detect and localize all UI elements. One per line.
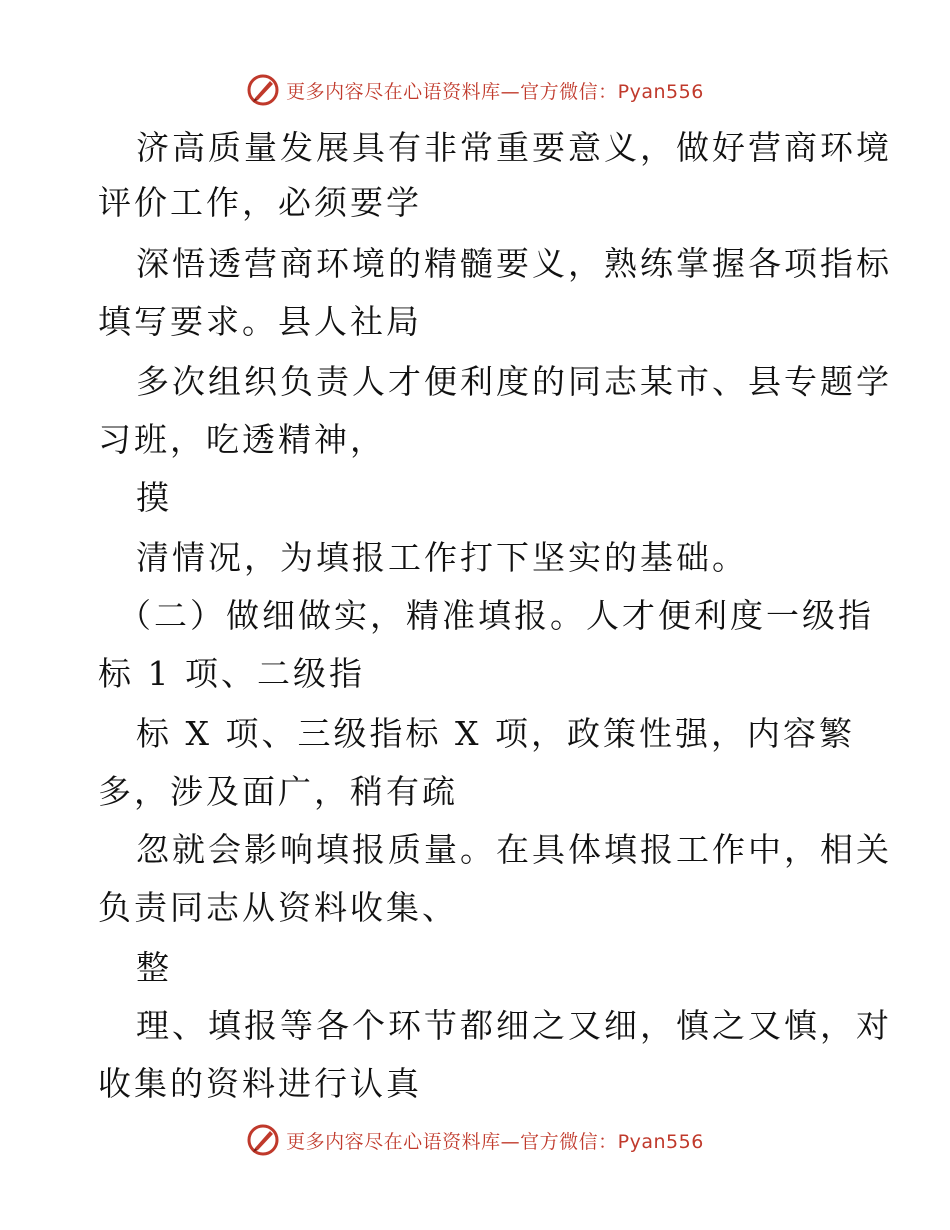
text-line: （二）做细做实，精准填报。人才便利度一级指 (118, 596, 874, 635)
header-banner (0, 68, 950, 112)
text-line: 摸 (136, 478, 172, 517)
text-line: 多，涉及面广，稍有疏 (98, 772, 458, 811)
quill-logo-icon (246, 1123, 280, 1157)
text-line: 习班，吃透精神， (98, 420, 386, 459)
text-line: 负责同志从资料收集、 (98, 888, 458, 927)
text-line: 理、填报等各个环节都细之又细，慎之又慎，对 (136, 1006, 892, 1045)
footer-banner-text: 更多内容尽在心语资料库—官方微信：Pyan556 (286, 1130, 704, 1153)
text-line: 多次组织负责人才便利度的同志某市、县专题学 (136, 362, 892, 401)
text-line: 评价工作，必须要学 (98, 183, 422, 222)
text-line: 标 X 项、三级指标 X 项，政策性强，内容繁 (136, 714, 855, 753)
text-line: 忽就会影响填报质量。在具体填报工作中，相关 (136, 830, 892, 869)
quill-logo-icon (246, 73, 280, 107)
text-line: 填写要求。县人社局 (98, 302, 422, 341)
text-line: 深悟透营商环境的精髓要义，熟练掌握各项指标 (136, 244, 892, 283)
text-line: 清情况，为填报工作打下坚实的基础。 (136, 538, 748, 577)
text-line: 济高质量发展具有非常重要意义，做好营商环境 (136, 128, 892, 167)
text-line: 收集的资料进行认真 (98, 1064, 422, 1103)
text-line: 标 1 项、二级指 (98, 654, 365, 693)
footer-banner (0, 1118, 950, 1162)
text-line: 整 (136, 948, 172, 987)
header-banner-text: 更多内容尽在心语资料库—官方微信：Pyan556 (286, 80, 704, 103)
